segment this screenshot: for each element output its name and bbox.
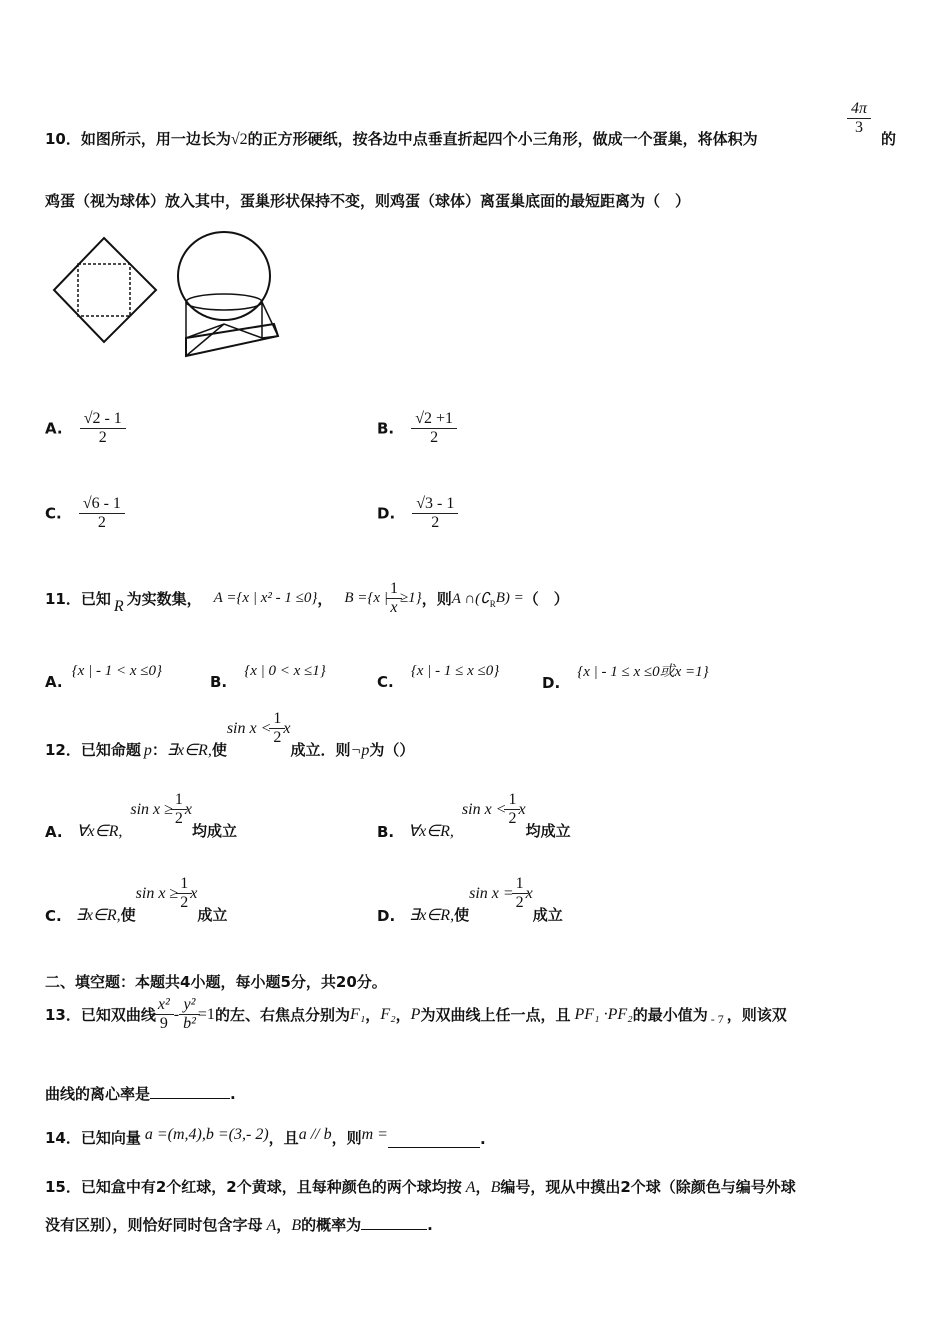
q13-y2: y² [183, 996, 196, 1013]
x: x [525, 884, 533, 902]
half-den: 2 [171, 809, 187, 828]
option-suf: 成立 [197, 905, 228, 924]
option-num: √2 - 1 [83, 410, 122, 427]
option-den: 2 [412, 513, 458, 532]
option-label: D. [377, 906, 396, 925]
option-suf: 均成立 [525, 821, 571, 840]
half-num: 1 [174, 791, 183, 808]
q11-R: R [113, 597, 124, 615]
q13-prefix: 13．已知双曲线 [45, 1006, 156, 1025]
option-label: B. [210, 673, 228, 691]
q10-line1 [45, 128, 758, 149]
q12-shi: 使 [211, 740, 227, 759]
option-label: B. [377, 419, 395, 438]
q15-line1b: 编号，现从中摸出2个球（除颜色与编号外球 [500, 1178, 796, 1196]
sphere-section [186, 294, 262, 310]
q13-b2: b² [179, 1014, 200, 1033]
q14-m: m = [361, 1126, 388, 1143]
q10-prefix: 10．如图所示，用一边长为 [45, 130, 231, 148]
q13-end: . [230, 1085, 236, 1103]
q11-setA: A ={x | x² - 1 ≤0} [213, 590, 318, 607]
q13-F2: F₂ [380, 1005, 396, 1023]
option-num: √2 +1 [415, 410, 454, 427]
q14-prefix: 14．已知向量 [45, 1129, 141, 1147]
q10-option-d[interactable] [377, 495, 456, 533]
option-pre: 使 [120, 905, 136, 924]
inner-square [78, 264, 130, 316]
q12-option-a[interactable] [45, 791, 238, 841]
q10-vol-den: 3 [847, 118, 871, 137]
option-suf: 成立 [532, 905, 563, 924]
q13-sep2: ， [395, 1006, 411, 1025]
q12-wei: 为（） [369, 740, 415, 759]
q14-stem [45, 1127, 486, 1148]
q12-x: x [283, 719, 291, 737]
q12-hold: 成立．则 [290, 740, 351, 759]
q13-mid3: 的最小值为 [632, 1006, 708, 1025]
q10-sqrt2: √2 [230, 131, 248, 148]
q15-line2b: 的概率为 [301, 1216, 362, 1234]
half-num: 1 [515, 875, 524, 892]
q11-then: ，则 [421, 590, 452, 609]
option-text: {x | 0 < x ≤1} [244, 663, 326, 679]
q11-option-d[interactable] [542, 660, 709, 692]
q12-sin: sin x < [226, 719, 272, 737]
half-den: 2 [504, 809, 520, 828]
q11-prefix: 11．已知 [45, 590, 111, 609]
q13-dot: PF₁ ·PF₂ [574, 1005, 633, 1023]
q10-fraction [849, 100, 869, 138]
q13-eq1: =1 [197, 1005, 215, 1023]
q10-option-a[interactable] [45, 410, 124, 448]
option-label: B. [377, 822, 395, 841]
q12-negp: ¬p [350, 741, 370, 759]
option-quant: ∃x∈R, [75, 906, 121, 924]
q10-mid: 的正方形硬纸，按各边中点垂直折起四个小三角形，做成一个蛋巢，将体积为 [247, 130, 758, 148]
q11-option-b[interactable] [210, 660, 326, 691]
q15-B: B [490, 1179, 501, 1196]
option-label: C. [45, 906, 62, 925]
q15-end: . [427, 1216, 433, 1234]
q11-expr-end: B) = [495, 590, 524, 607]
q11-setB-num: 1 [389, 580, 398, 597]
q14-ze: ，则 [331, 1129, 362, 1147]
option-label: D. [377, 504, 396, 523]
q11-option-c[interactable] [377, 660, 500, 691]
folded-square-diamond [54, 238, 156, 342]
q11-comma: ， [317, 590, 333, 609]
q15-A2: A [266, 1217, 277, 1234]
q13-x2: x² [157, 996, 170, 1013]
q11-mid: 为实数集， [126, 590, 202, 609]
q10-vol-num: 4π [851, 100, 868, 117]
q10-line2: 鸡蛋（视为球体）放入其中，蛋巢形状保持不变，则鸡蛋（球体）离蛋巢底面的最短距离为（ ） [45, 192, 691, 210]
q13-line2-text: 曲线的离心率是 [45, 1085, 151, 1103]
q13-answer-blank[interactable] [150, 1084, 230, 1099]
q12-exists: ∃x∈R, [166, 741, 212, 759]
q15-answer-blank[interactable] [361, 1215, 427, 1230]
option-quant: ∀x∈R, [76, 822, 123, 840]
egg-nest-figure [52, 228, 282, 363]
q12-half-den: 2 [269, 728, 285, 747]
q14-end: . [479, 1130, 486, 1148]
option-rel: sin x < [461, 800, 507, 818]
option-rel: sin x = [469, 884, 514, 902]
q14-vec: a =(m,4),b =(3,- 2) [144, 1126, 269, 1143]
q12-colon: ： [151, 740, 167, 759]
q14-par: a // b [298, 1126, 332, 1143]
x: x [190, 884, 198, 902]
x: x [518, 800, 526, 818]
q10-suffix: 的 [881, 130, 897, 148]
q11-stem [45, 580, 569, 618]
q13-mid4: ，则该双 [726, 1006, 787, 1025]
q14-answer-blank[interactable] [388, 1133, 480, 1148]
q13-line2 [45, 1083, 236, 1104]
option-den: 2 [80, 428, 126, 447]
option-rel: sin x ≥ [135, 884, 179, 902]
q12-option-b[interactable] [377, 791, 571, 841]
q15-sep: ， [475, 1178, 491, 1196]
q11-setB-right: ≥1} [399, 590, 422, 607]
option-den: 2 [79, 513, 125, 532]
half-den: 2 [512, 893, 528, 912]
q12-half-num: 1 [273, 710, 282, 727]
q12-option-c[interactable] [45, 875, 228, 925]
q13-F1: F₁ [349, 1005, 366, 1023]
option-label: A. [45, 822, 63, 841]
q11-option-a[interactable] [45, 660, 162, 691]
q15-sep2: ， [276, 1216, 292, 1234]
x: x [184, 800, 193, 818]
option-label: C. [45, 504, 62, 523]
option-quant: ∀x∈R, [408, 822, 454, 840]
q13-minus: - [173, 1005, 180, 1023]
q13-sep1: ， [365, 1006, 381, 1025]
q10-option-b[interactable] [377, 410, 455, 448]
option-text: {x | - 1 < x ≤0} [71, 663, 162, 679]
half-num: 1 [508, 791, 517, 808]
q15-B2: B [291, 1217, 302, 1234]
q13-mid1: 的左、右焦点分别为 [214, 1006, 350, 1025]
q13-P: P [410, 1005, 421, 1023]
q13-stem [45, 996, 787, 1034]
q13-mid2: 为双曲线上任一点，且 [420, 1006, 571, 1025]
option-num: √6 - 1 [82, 495, 121, 512]
q15-line1a: 15．已知盒中有2个红球，2个黄球，且每种颜色的两个球均按 [45, 1178, 462, 1196]
option-label: C. [377, 673, 394, 691]
q12-prefix: 12．已知命题 [45, 740, 141, 759]
q15-line1 [45, 1176, 796, 1197]
section-heading: 二、填空题：本题共4小题，每小题5分，共20分。 [45, 973, 387, 991]
option-quant: ∃x∈R, [409, 906, 455, 924]
q11-setB-left: B ={x | [344, 590, 388, 607]
q11-expr: A ∩(∁ [451, 591, 490, 608]
option-label: D. [542, 674, 561, 692]
q13-minval: - 7 [710, 1012, 724, 1027]
option-suf: 均成立 [192, 821, 238, 840]
q13-nine: 9 [154, 1014, 174, 1033]
option-text: {x | - 1 ≤ x ≤0或x =1} [577, 664, 709, 680]
option-den: 2 [411, 428, 457, 447]
option-rel: sin x ≥ [130, 800, 173, 818]
option-label: A. [45, 673, 63, 691]
q10-option-c[interactable] [45, 495, 123, 533]
half-den: 2 [176, 893, 192, 912]
q12-stem [45, 710, 415, 760]
option-label: A. [45, 419, 63, 438]
q12-option-d[interactable] [377, 875, 563, 925]
q11-setB-den: x [386, 598, 402, 617]
q11-paren: （ ） [523, 590, 569, 609]
half-num: 1 [180, 875, 189, 892]
q15-A: A [465, 1179, 476, 1196]
q15-line2 [45, 1214, 433, 1235]
q15-line2a: 没有区别），则恰好同时包含字母 [45, 1216, 263, 1234]
option-pre: 使 [454, 905, 470, 924]
q14-qie: ，且 [268, 1129, 299, 1147]
q12-p: p [143, 741, 152, 759]
q11-expr-sub: R [489, 598, 496, 609]
nest-base [186, 324, 278, 356]
option-text: {x | - 1 ≤ x ≤0} [410, 663, 500, 679]
option-num: √3 - 1 [416, 495, 455, 512]
